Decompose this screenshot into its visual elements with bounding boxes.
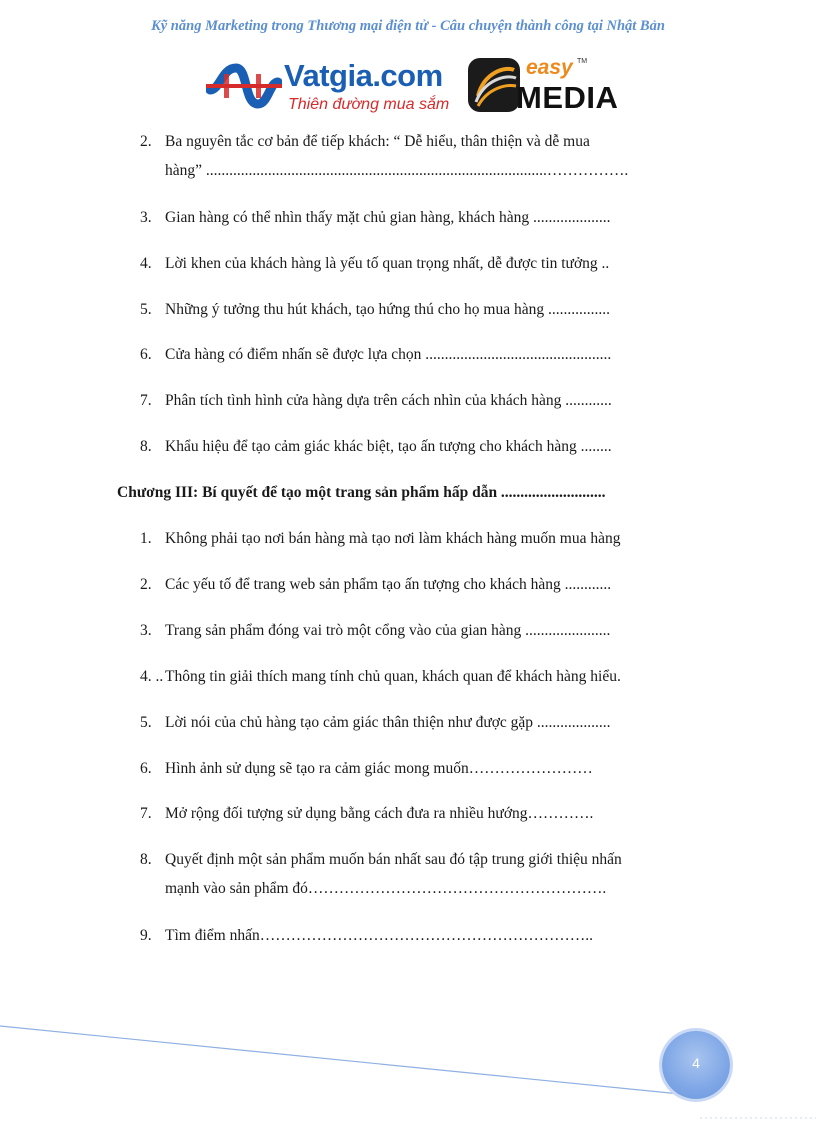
- list-item-number: 9.: [140, 927, 152, 944]
- easymedia-logo-media: MEDIA: [516, 80, 619, 115]
- list-item-text: Thông tin giải thích mang tính chủ quan, khách quan để khách hàng hiểu.: [165, 668, 621, 685]
- easymedia-logo[interactable]: [466, 56, 626, 116]
- list-item-number: 3.: [140, 209, 152, 226]
- list-item-text: Mở rộng đối tượng sử dụng bằng cách đưa ra nhiều hướng………….: [165, 805, 594, 822]
- list-item-number: 2.: [140, 576, 152, 593]
- chapter-heading: Chương III: Bí quyết để tạo một trang sản phẩm hấp dẫn ...........................: [117, 484, 606, 501]
- easymedia-logo-easy: easy: [526, 56, 573, 79]
- easymedia-logo-tm: TM: [577, 58, 588, 65]
- list-item-text: hàng” ........................................................................................…………….: [165, 162, 629, 179]
- list-item-number: 6.: [140, 346, 152, 363]
- list-item-text: Không phải tạo nơi bán hàng mà tạo nơi làm khách hàng muốn mua hàng: [165, 530, 621, 547]
- list-item-number: 8.: [140, 438, 152, 455]
- vatgia-logo[interactable]: [206, 60, 456, 116]
- list-item-text: mạnh vào sản phẩm đó………………………………………………….: [165, 880, 607, 897]
- page-header-title: Kỹ năng Marketing trong Thương mại điện tử - Câu chuyện thành công tại Nhật Bản: [151, 18, 665, 34]
- list-item-text: Những ý tưởng thu hút khách, tạo hứng thú cho họ mua hàng ................: [165, 301, 610, 318]
- list-item-number: 7.: [140, 392, 152, 409]
- logo-bar: [0, 52, 816, 122]
- list-item-text: Phân tích tình hình cửa hàng dựa trên cách nhìn của khách hàng ............: [165, 392, 612, 409]
- list-item-text: Các yếu tố để trang web sản phẩm tạo ấn tượng cho khách hàng ............: [165, 576, 612, 593]
- list-item-number: 5.: [140, 714, 152, 731]
- list-item-number: 8.: [140, 851, 152, 868]
- easymedia-swirl-icon: [466, 56, 522, 114]
- list-item-number: 1.: [140, 530, 152, 547]
- list-item-number: 4.: [140, 255, 152, 272]
- list-item-number: 3.: [140, 622, 152, 639]
- list-item-text: Trang sản phẩm đóng vai trò một cổng vào của gian hàng ......................: [165, 622, 611, 639]
- list-item-number: 2.: [140, 133, 152, 150]
- list-item-text: Ba nguyên tắc cơ bản để tiếp khách: “ Dễ hiểu, thân thiện và dễ mua: [165, 133, 590, 150]
- list-item-text: Hình ảnh sử dụng sẽ tạo ra cảm giác mong muốn……………………: [165, 760, 593, 777]
- list-item-text: Tìm điểm nhấn………………………………………………………..: [165, 927, 593, 944]
- list-item-text: Khẩu hiệu để tạo cảm giác khác biệt, tạo ấn tượng cho khách hàng ........: [165, 438, 612, 455]
- list-item-number: 6.: [140, 760, 152, 777]
- list-item-number: 7.: [140, 805, 152, 822]
- list-item-text: Gian hàng có thể nhìn thấy mặt chủ gian hàng, khách hàng ....................: [165, 209, 611, 226]
- list-item-text: Lời khen của khách hàng là yếu tố quan trọng nhất, dễ được tin tưởng ..: [165, 255, 610, 272]
- list-item-text: Quyết định một sản phẩm muốn bán nhất sau đó tập trung giới thiệu nhấn: [165, 851, 622, 868]
- list-item-number: 5.: [140, 301, 152, 318]
- list-item-number: 4. ..: [140, 668, 164, 685]
- page-number-badge: [662, 1031, 730, 1099]
- vatgia-logo-name: Vatgia.com: [284, 58, 443, 93]
- page-number: 4: [692, 1055, 700, 1071]
- list-item-text: Cửa hàng có điểm nhấn sẽ được lựa chọn ................................................: [165, 346, 612, 363]
- vatgia-logo-tagline: Thiên đường mua sắm: [288, 96, 450, 113]
- list-item-text: Lời nói của chủ hàng tạo cảm giác thân thiện như được gặp ...................: [165, 714, 611, 731]
- vatgia-wave-icon: [206, 60, 282, 112]
